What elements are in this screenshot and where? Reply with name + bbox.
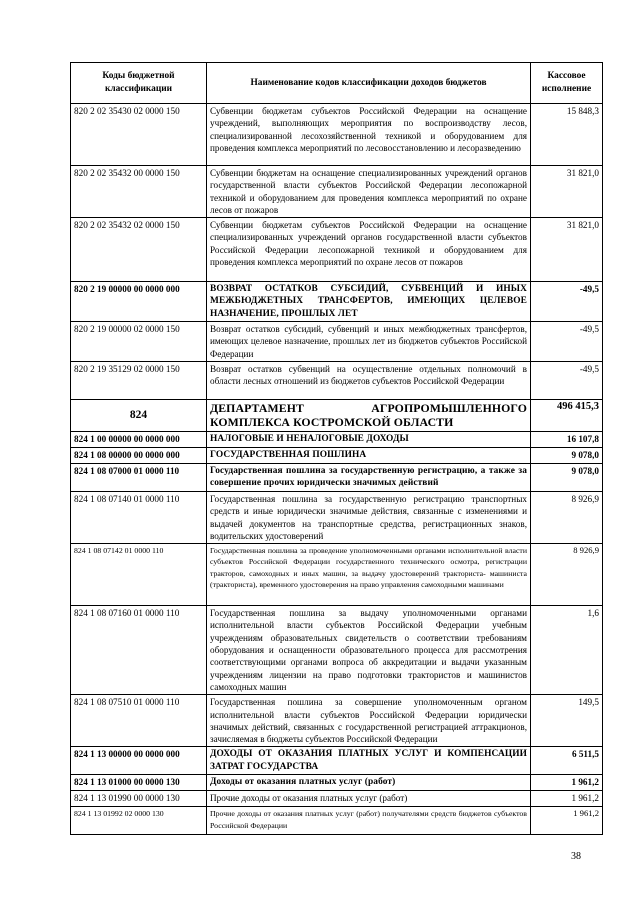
row-code: 824 1 08 07142 01 0000 110 — [71, 544, 207, 606]
header-amount: Кассовое исполнение — [531, 63, 603, 104]
header-name: Наименование кодов классификации доходов бюджетов — [207, 63, 531, 104]
row-amount: 149,5 — [531, 695, 603, 747]
table-row — [71, 166, 603, 218]
row-amount: 16 107,8 — [531, 431, 603, 447]
row-description: Возврат остатков субсидий, субвенций и иных межбюджетных трансфертов, имеющих целевое назначение, прошлых лет из бюджетов субъектов Российской Федерации — [207, 322, 531, 362]
row-amount: 8 926,9 — [531, 544, 603, 606]
table-row — [71, 431, 603, 447]
row-code: 824 1 08 07510 01 0000 110 — [71, 695, 207, 747]
row-description: ГОСУДАРСТВЕННАЯ ПОШЛИНА — [207, 447, 531, 463]
row-code: 824 — [71, 399, 207, 431]
row-amount: -49,5 — [531, 282, 603, 322]
row-code: 820 2 02 35430 02 0000 150 — [71, 104, 207, 166]
table-row — [71, 447, 603, 463]
row-description: Государственная пошлина за совершение уполномоченным органом исполнительной власти субъектов Российской Федерации юридически значимых действий, связанных с государственной регистрацией аттракционов, зачисляемая в бюджеты субъектов Российской Федерации — [207, 695, 531, 747]
table-row — [71, 399, 603, 431]
row-code: 820 2 02 35432 02 0000 150 — [71, 218, 207, 282]
row-amount: 31 821,0 — [531, 218, 603, 282]
row-code: 824 1 13 01000 00 0000 130 — [71, 775, 207, 791]
table-row — [71, 775, 603, 791]
table-row — [71, 322, 603, 362]
row-description: Субвенции бюджетам субъектов Российской Федерации на оснащение специализированных учреждений органов государственной власти субъектов Российской Федерации лесопожарной техникой и оборудованием для проведения комплекса мероприятий по охране лесов от пожаров — [207, 218, 531, 282]
row-description: Государственная пошлина за государственную регистрацию транспортных средств и иные юридически значимые действия, связанные с изменениями и выдачей документов на транспортные средства, регистрационных знаков, водительских удостоверений — [207, 491, 531, 543]
row-description: Субвенции бюджетам субъектов Российской Федерации на оснащение учреждений, выполняющих мероприятия по воспроизводству лесов, специализированной лесохозяйственной техникой и оборудованием для проведения комплекса мероприятий по лесовосстановлению и лесоразведению — [207, 104, 531, 166]
document-page — [70, 62, 602, 835]
row-code: 824 1 08 07160 01 0000 110 — [71, 606, 207, 695]
row-amount: 6 511,5 — [531, 747, 603, 775]
row-code: 824 1 08 00000 00 0000 000 — [71, 447, 207, 463]
table-row — [71, 695, 603, 747]
row-description: Прочие доходы от оказания платных услуг (работ) — [207, 791, 531, 807]
row-code: 824 1 13 01992 02 0000 130 — [71, 807, 207, 835]
row-description: Возврат остатков субвенций на осуществление отдельных полномочий в области лесных отношений из бюджетов субъектов Российской Федерации — [207, 361, 531, 399]
row-amount: 31 821,0 — [531, 166, 603, 218]
row-amount: 15 848,3 — [531, 104, 603, 166]
row-code: 824 1 13 01990 00 0000 130 — [71, 791, 207, 807]
table-row — [71, 104, 603, 166]
row-amount: 1 961,2 — [531, 775, 603, 791]
table-header — [71, 63, 603, 104]
row-code: 824 1 00 00000 00 0000 000 — [71, 431, 207, 447]
table-row — [71, 791, 603, 807]
row-code: 820 2 19 00000 00 0000 000 — [71, 282, 207, 322]
row-amount: -49,5 — [531, 322, 603, 362]
row-description: Доходы от оказания платных услуг (работ) — [207, 775, 531, 791]
table-row — [71, 606, 603, 695]
table-row — [71, 747, 603, 775]
table-row — [71, 282, 603, 322]
row-code: 820 2 02 35432 00 0000 150 — [71, 166, 207, 218]
row-description: Государственная пошлина за государственную регистрацию, а также за совершение прочих юридически значимых действий — [207, 463, 531, 491]
table-row — [71, 807, 603, 835]
row-description: ВОЗВРАТ ОСТАТКОВ СУБСИДИЙ, СУБВЕНЦИЙ И ИНЫХ МЕЖБЮДЖЕТНЫХ ТРАНСФЕРТОВ, ИМЕЮЩИХ ЦЕЛЕВОЕ НАЗНАЧЕНИЕ, ПРОШЛЫХ ЛЕТ — [207, 282, 531, 322]
row-description: ДЕПАРТАМЕНТ АГРОПРОМЫШЛЕННОГО КОМПЛЕКСА КОСТРОМСКОЙ ОБЛАСТИ — [207, 399, 531, 431]
row-amount: 496 415,3 — [531, 399, 603, 431]
row-amount: 1 961,2 — [531, 791, 603, 807]
row-code: 820 2 19 35129 02 0000 150 — [71, 361, 207, 399]
table-row — [71, 491, 603, 543]
header-codes: Коды бюджетной классификации — [71, 63, 207, 104]
table-row — [71, 463, 603, 491]
table-row — [71, 544, 603, 606]
row-amount: 1,6 — [531, 606, 603, 695]
table-row — [71, 361, 603, 399]
row-description: НАЛОГОВЫЕ И НЕНАЛОГОВЫЕ ДОХОДЫ — [207, 431, 531, 447]
row-code: 824 1 08 07000 01 0000 110 — [71, 463, 207, 491]
row-amount: 9 078,0 — [531, 447, 603, 463]
table-row — [71, 218, 603, 282]
row-description: Государственная пошлина за выдачу уполномоченными органами исполнительной власти субъектов Российской Федерации учебным учреждениям образовательных свидетельств о соответствии требованиям оборудования и оснащенности образовательного процесса для рассмотрения соответствующими органами вопроса об аккредитации и выдачи указанным учреждениям лицензии на право подготовки трактористов и машинистов самоходных машин — [207, 606, 531, 695]
row-code: 824 1 13 00000 00 0000 000 — [71, 747, 207, 775]
row-amount: 9 078,0 — [531, 463, 603, 491]
row-amount: -49,5 — [531, 361, 603, 399]
row-description: Субвенции бюджетам на оснащение специализированных учреждений органов государственной власти субъектов Российской Федерации лесопожарной техникой и оборудованием для проведения комплекса мероприятий по охране лесов от пожаров — [207, 166, 531, 218]
row-code: 824 1 08 07140 01 0000 110 — [71, 491, 207, 543]
row-description: ДОХОДЫ ОТ ОКАЗАНИЯ ПЛАТНЫХ УСЛУГ И КОМПЕНСАЦИИ ЗАТРАТ ГОСУДАРСТВА — [207, 747, 531, 775]
page-number: 38 — [571, 851, 581, 862]
row-description: Прочие доходы от оказания платных услуг (работ) получателями средств бюджетов субъектов Российской Федерации — [207, 807, 531, 835]
budget-table — [70, 62, 603, 835]
row-amount: 8 926,9 — [531, 491, 603, 543]
row-code: 820 2 19 00000 02 0000 150 — [71, 322, 207, 362]
row-amount: 1 961,2 — [531, 807, 603, 835]
row-description: Государственная пошлина за проведение уполномоченными органами исполнительной власти субъектов Российской Федерации государственного технического осмотра, регистрации тракторов, самоходных и иных машин, за выдачу удостоверений тракториста- машиниста (тракториста), временного удостоверения на право управления самоходными машинами — [207, 544, 531, 606]
